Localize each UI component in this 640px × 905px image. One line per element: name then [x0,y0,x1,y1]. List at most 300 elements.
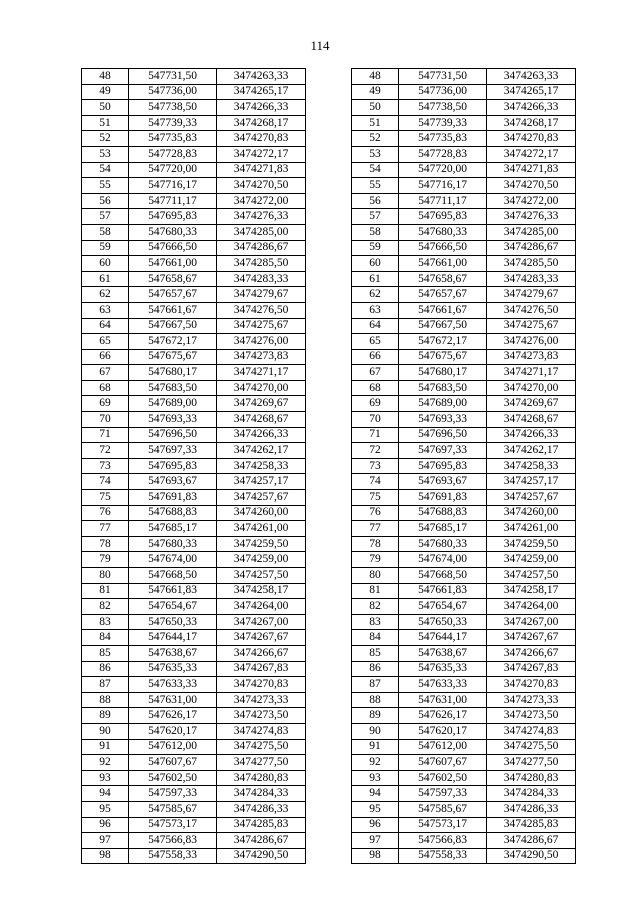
left-y-coordinate-cell: 3474270,83 [217,677,306,693]
column-gap [306,115,352,131]
table-row [82,427,576,443]
right-y-coordinate-cell: 3474284,33 [487,786,576,802]
right-point-number-cell: 77 [352,521,399,537]
right-point-number-cell: 51 [352,115,399,131]
right-y-coordinate-cell: 3474266,67 [487,645,576,661]
left-y-coordinate-cell: 3474286,67 [217,240,306,256]
right-y-coordinate-cell: 3474285,00 [487,224,576,240]
right-point-number-cell: 98 [352,848,399,864]
table-row [82,69,576,85]
column-gap [306,302,352,318]
left-y-coordinate-cell: 3474273,50 [217,708,306,724]
left-x-coordinate-cell: 547633,33 [129,677,217,693]
right-point-number-cell: 58 [352,224,399,240]
left-point-number-cell: 67 [82,365,129,381]
right-point-number-cell: 93 [352,770,399,786]
right-y-coordinate-cell: 3474273,33 [487,692,576,708]
right-x-coordinate-cell: 547672,17 [399,334,487,350]
right-x-coordinate-cell: 547711,17 [399,193,487,209]
column-gap [306,240,352,256]
left-point-number-cell: 82 [82,599,129,615]
left-y-coordinate-cell: 3474285,83 [217,817,306,833]
right-point-number-cell: 86 [352,661,399,677]
left-x-coordinate-cell: 547638,67 [129,645,217,661]
table-row [82,786,576,802]
column-gap [306,100,352,116]
left-x-coordinate-cell: 547661,00 [129,256,217,272]
column-gap [306,755,352,771]
right-x-coordinate-cell: 547716,17 [399,178,487,194]
column-gap [306,69,352,85]
left-y-coordinate-cell: 3474273,33 [217,692,306,708]
left-x-coordinate-cell: 547672,17 [129,334,217,350]
right-x-coordinate-cell: 547738,50 [399,100,487,116]
right-x-coordinate-cell: 547573,17 [399,817,487,833]
right-y-coordinate-cell: 3474264,00 [487,599,576,615]
table-row [82,84,576,100]
right-x-coordinate-cell: 547602,50 [399,770,487,786]
right-x-coordinate-cell: 547685,17 [399,521,487,537]
left-point-number-cell: 85 [82,645,129,661]
table-row [82,162,576,178]
left-point-number-cell: 84 [82,630,129,646]
table-row [82,505,576,521]
right-x-coordinate-cell: 547661,67 [399,302,487,318]
table-row [82,334,576,350]
right-x-coordinate-cell: 547644,17 [399,630,487,646]
right-point-number-cell: 62 [352,287,399,303]
left-y-coordinate-cell: 3474266,67 [217,645,306,661]
left-y-coordinate-cell: 3474274,83 [217,723,306,739]
left-point-number-cell: 49 [82,84,129,100]
table-row [82,224,576,240]
right-y-coordinate-cell: 3474275,50 [487,739,576,755]
table-row [82,318,576,334]
column-gap [306,256,352,272]
right-y-coordinate-cell: 3474283,33 [487,271,576,287]
table-row [82,146,576,162]
left-x-coordinate-cell: 547680,17 [129,365,217,381]
table-row [82,848,576,864]
left-y-coordinate-cell: 3474284,33 [217,786,306,802]
right-point-number-cell: 88 [352,692,399,708]
column-gap [306,365,352,381]
right-y-coordinate-cell: 3474286,67 [487,833,576,849]
table-row [82,396,576,412]
page-number: 114 [310,38,330,53]
left-y-coordinate-cell: 3474257,67 [217,490,306,506]
left-point-number-cell: 87 [82,677,129,693]
right-y-coordinate-cell: 3474286,33 [487,801,576,817]
table-row [82,271,576,287]
right-y-coordinate-cell: 3474273,83 [487,349,576,365]
right-y-coordinate-cell: 3474268,17 [487,115,576,131]
left-point-number-cell: 64 [82,318,129,334]
right-point-number-cell: 56 [352,193,399,209]
column-gap [306,614,352,630]
left-point-number-cell: 81 [82,583,129,599]
left-x-coordinate-cell: 547644,17 [129,630,217,646]
right-y-coordinate-cell: 3474262,17 [487,443,576,459]
right-x-coordinate-cell: 547566,83 [399,833,487,849]
left-x-coordinate-cell: 547688,83 [129,505,217,521]
left-x-coordinate-cell: 547666,50 [129,240,217,256]
column-gap [306,583,352,599]
left-y-coordinate-cell: 3474270,00 [217,380,306,396]
column-gap [306,178,352,194]
right-point-number-cell: 70 [352,412,399,428]
right-point-number-cell: 63 [352,302,399,318]
left-point-number-cell: 68 [82,380,129,396]
right-x-coordinate-cell: 547638,67 [399,645,487,661]
left-x-coordinate-cell: 547735,83 [129,131,217,147]
right-point-number-cell: 68 [352,380,399,396]
right-y-coordinate-cell: 3474267,00 [487,614,576,630]
right-point-number-cell: 57 [352,209,399,225]
right-x-coordinate-cell: 547720,00 [399,162,487,178]
right-y-coordinate-cell: 3474267,83 [487,661,576,677]
left-point-number-cell: 54 [82,162,129,178]
right-x-coordinate-cell: 547661,83 [399,583,487,599]
column-gap [306,287,352,303]
right-x-coordinate-cell: 547680,33 [399,224,487,240]
left-point-number-cell: 78 [82,536,129,552]
right-y-coordinate-cell: 3474271,83 [487,162,576,178]
table-row [82,443,576,459]
right-y-coordinate-cell: 3474280,83 [487,770,576,786]
right-x-coordinate-cell: 547633,33 [399,677,487,693]
table-row [82,568,576,584]
column-gap [306,458,352,474]
left-y-coordinate-cell: 3474261,00 [217,521,306,537]
table-row [82,349,576,365]
left-x-coordinate-cell: 547626,17 [129,708,217,724]
column-gap [306,645,352,661]
left-x-coordinate-cell: 547731,50 [129,69,217,85]
left-x-coordinate-cell: 547607,67 [129,755,217,771]
column-gap [306,84,352,100]
right-x-coordinate-cell: 547661,00 [399,256,487,272]
column-gap [306,599,352,615]
left-x-coordinate-cell: 547728,83 [129,146,217,162]
left-y-coordinate-cell: 3474285,50 [217,256,306,272]
left-point-number-cell: 72 [82,443,129,459]
left-y-coordinate-cell: 3474280,83 [217,770,306,786]
left-x-coordinate-cell: 547695,83 [129,458,217,474]
column-gap [306,490,352,506]
table-row [82,490,576,506]
left-point-number-cell: 98 [82,848,129,864]
column-gap [306,396,352,412]
right-x-coordinate-cell: 547620,17 [399,723,487,739]
left-point-number-cell: 56 [82,193,129,209]
left-x-coordinate-cell: 547739,33 [129,115,217,131]
left-y-coordinate-cell: 3474273,83 [217,349,306,365]
column-gap [306,334,352,350]
table-row [82,412,576,428]
right-point-number-cell: 94 [352,786,399,802]
left-x-coordinate-cell: 547612,00 [129,739,217,755]
left-point-number-cell: 57 [82,209,129,225]
left-x-coordinate-cell: 547667,50 [129,318,217,334]
left-point-number-cell: 69 [82,396,129,412]
table-row [82,458,576,474]
right-x-coordinate-cell: 547693,33 [399,412,487,428]
left-x-coordinate-cell: 547680,33 [129,536,217,552]
left-x-coordinate-cell: 547674,00 [129,552,217,568]
right-x-coordinate-cell: 547631,00 [399,692,487,708]
left-x-coordinate-cell: 547711,17 [129,193,217,209]
right-x-coordinate-cell: 547689,00 [399,396,487,412]
table-row [82,677,576,693]
left-x-coordinate-cell: 547680,33 [129,224,217,240]
left-point-number-cell: 55 [82,178,129,194]
right-point-number-cell: 54 [352,162,399,178]
right-y-coordinate-cell: 3474260,00 [487,505,576,521]
right-y-coordinate-cell: 3474266,33 [487,100,576,116]
column-gap [306,739,352,755]
right-x-coordinate-cell: 547667,50 [399,318,487,334]
left-point-number-cell: 73 [82,458,129,474]
left-point-number-cell: 58 [82,224,129,240]
table-row [82,552,576,568]
left-y-coordinate-cell: 3474266,33 [217,100,306,116]
left-point-number-cell: 91 [82,739,129,755]
left-point-number-cell: 66 [82,349,129,365]
left-y-coordinate-cell: 3474279,67 [217,287,306,303]
right-y-coordinate-cell: 3474258,33 [487,458,576,474]
coordinates-table [81,68,576,864]
table-row [82,583,576,599]
left-x-coordinate-cell: 547635,33 [129,661,217,677]
right-y-coordinate-cell: 3474276,50 [487,302,576,318]
left-x-coordinate-cell: 547685,17 [129,521,217,537]
left-y-coordinate-cell: 3474259,50 [217,536,306,552]
left-x-coordinate-cell: 547602,50 [129,770,217,786]
right-y-coordinate-cell: 3474290,50 [487,848,576,864]
column-gap [306,271,352,287]
right-x-coordinate-cell: 547674,00 [399,552,487,568]
right-y-coordinate-cell: 3474276,33 [487,209,576,225]
column-gap [306,427,352,443]
left-point-number-cell: 80 [82,568,129,584]
left-point-number-cell: 90 [82,723,129,739]
table-row [82,131,576,147]
left-y-coordinate-cell: 3474276,00 [217,334,306,350]
left-x-coordinate-cell: 547631,00 [129,692,217,708]
left-point-number-cell: 76 [82,505,129,521]
column-gap [306,833,352,849]
right-y-coordinate-cell: 3474270,00 [487,380,576,396]
left-x-coordinate-cell: 547683,50 [129,380,217,396]
column-gap [306,146,352,162]
right-y-coordinate-cell: 3474277,50 [487,755,576,771]
right-y-coordinate-cell: 3474279,67 [487,287,576,303]
column-gap [306,131,352,147]
left-y-coordinate-cell: 3474270,50 [217,178,306,194]
left-point-number-cell: 95 [82,801,129,817]
column-gap [306,817,352,833]
left-y-coordinate-cell: 3474263,33 [217,69,306,85]
table-row [82,708,576,724]
left-y-coordinate-cell: 3474290,50 [217,848,306,864]
column-gap [306,770,352,786]
table-row [82,521,576,537]
column-gap [306,349,352,365]
left-point-number-cell: 74 [82,474,129,490]
table-row [82,380,576,396]
right-x-coordinate-cell: 547695,83 [399,458,487,474]
left-y-coordinate-cell: 3474277,50 [217,755,306,771]
right-y-coordinate-cell: 3474259,00 [487,552,576,568]
left-point-number-cell: 51 [82,115,129,131]
left-x-coordinate-cell: 547697,33 [129,443,217,459]
right-y-coordinate-cell: 3474259,50 [487,536,576,552]
right-x-coordinate-cell: 547626,17 [399,708,487,724]
right-point-number-cell: 84 [352,630,399,646]
left-point-number-cell: 48 [82,69,129,85]
right-x-coordinate-cell: 547597,33 [399,786,487,802]
column-gap [306,801,352,817]
table-row [82,599,576,615]
column-gap [306,677,352,693]
right-y-coordinate-cell: 3474272,17 [487,146,576,162]
left-x-coordinate-cell: 547695,83 [129,209,217,225]
right-y-coordinate-cell: 3474265,17 [487,84,576,100]
right-x-coordinate-cell: 547736,00 [399,84,487,100]
table-row [82,302,576,318]
left-point-number-cell: 65 [82,334,129,350]
right-x-coordinate-cell: 547688,83 [399,505,487,521]
right-x-coordinate-cell: 547654,67 [399,599,487,615]
left-y-coordinate-cell: 3474272,17 [217,146,306,162]
right-x-coordinate-cell: 547675,67 [399,349,487,365]
left-point-number-cell: 59 [82,240,129,256]
right-point-number-cell: 97 [352,833,399,849]
left-x-coordinate-cell: 547566,83 [129,833,217,849]
right-y-coordinate-cell: 3474271,17 [487,365,576,381]
right-y-coordinate-cell: 3474258,17 [487,583,576,599]
right-point-number-cell: 52 [352,131,399,147]
left-point-number-cell: 89 [82,708,129,724]
left-y-coordinate-cell: 3474271,83 [217,162,306,178]
column-gap [306,193,352,209]
right-y-coordinate-cell: 3474269,67 [487,396,576,412]
left-x-coordinate-cell: 547693,67 [129,474,217,490]
table-row [82,536,576,552]
left-y-coordinate-cell: 3474285,00 [217,224,306,240]
right-y-coordinate-cell: 3474274,83 [487,723,576,739]
left-x-coordinate-cell: 547738,50 [129,100,217,116]
left-y-coordinate-cell: 3474262,17 [217,443,306,459]
left-x-coordinate-cell: 547736,00 [129,84,217,100]
right-y-coordinate-cell: 3474257,17 [487,474,576,490]
right-x-coordinate-cell: 547650,33 [399,614,487,630]
left-y-coordinate-cell: 3474259,00 [217,552,306,568]
table-row [82,770,576,786]
column-gap [306,536,352,552]
right-x-coordinate-cell: 547657,67 [399,287,487,303]
left-point-number-cell: 88 [82,692,129,708]
left-x-coordinate-cell: 547573,17 [129,817,217,833]
right-point-number-cell: 83 [352,614,399,630]
column-gap [306,443,352,459]
left-y-coordinate-cell: 3474286,67 [217,833,306,849]
right-point-number-cell: 89 [352,708,399,724]
table-row [82,474,576,490]
left-y-coordinate-cell: 3474260,00 [217,505,306,521]
table-row [82,661,576,677]
right-x-coordinate-cell: 547658,67 [399,271,487,287]
right-y-coordinate-cell: 3474257,50 [487,568,576,584]
left-point-number-cell: 50 [82,100,129,116]
right-y-coordinate-cell: 3474270,83 [487,677,576,693]
column-gap [306,209,352,225]
left-point-number-cell: 53 [82,146,129,162]
right-point-number-cell: 80 [352,568,399,584]
table-row [82,833,576,849]
right-x-coordinate-cell: 547691,83 [399,490,487,506]
right-point-number-cell: 48 [352,69,399,85]
left-point-number-cell: 93 [82,770,129,786]
left-y-coordinate-cell: 3474271,17 [217,365,306,381]
left-y-coordinate-cell: 3474268,67 [217,412,306,428]
right-y-coordinate-cell: 3474285,50 [487,256,576,272]
right-y-coordinate-cell: 3474257,67 [487,490,576,506]
table-row [82,115,576,131]
column-gap [306,568,352,584]
left-y-coordinate-cell: 3474268,17 [217,115,306,131]
table-row [82,209,576,225]
right-point-number-cell: 91 [352,739,399,755]
left-y-coordinate-cell: 3474258,17 [217,583,306,599]
left-x-coordinate-cell: 547675,67 [129,349,217,365]
table-row [82,739,576,755]
left-x-coordinate-cell: 547585,67 [129,801,217,817]
right-y-coordinate-cell: 3474272,00 [487,193,576,209]
right-y-coordinate-cell: 3474273,50 [487,708,576,724]
left-x-coordinate-cell: 547661,67 [129,302,217,318]
left-point-number-cell: 77 [82,521,129,537]
right-point-number-cell: 61 [352,271,399,287]
column-gap [306,552,352,568]
right-point-number-cell: 71 [352,427,399,443]
left-point-number-cell: 62 [82,287,129,303]
column-gap [306,521,352,537]
right-y-coordinate-cell: 3474270,83 [487,131,576,147]
left-y-coordinate-cell: 3474275,67 [217,318,306,334]
left-point-number-cell: 86 [82,661,129,677]
left-y-coordinate-cell: 3474270,83 [217,131,306,147]
right-point-number-cell: 59 [352,240,399,256]
left-y-coordinate-cell: 3474265,17 [217,84,306,100]
table-row [82,614,576,630]
left-x-coordinate-cell: 547620,17 [129,723,217,739]
right-y-coordinate-cell: 3474261,00 [487,521,576,537]
right-y-coordinate-cell: 3474270,50 [487,178,576,194]
left-x-coordinate-cell: 547691,83 [129,490,217,506]
right-point-number-cell: 79 [352,552,399,568]
right-point-number-cell: 50 [352,100,399,116]
right-point-number-cell: 66 [352,349,399,365]
left-x-coordinate-cell: 547558,33 [129,848,217,864]
left-x-coordinate-cell: 547661,83 [129,583,217,599]
column-gap [306,848,352,864]
right-x-coordinate-cell: 547728,83 [399,146,487,162]
right-point-number-cell: 49 [352,84,399,100]
left-point-number-cell: 83 [82,614,129,630]
table-row [82,193,576,209]
